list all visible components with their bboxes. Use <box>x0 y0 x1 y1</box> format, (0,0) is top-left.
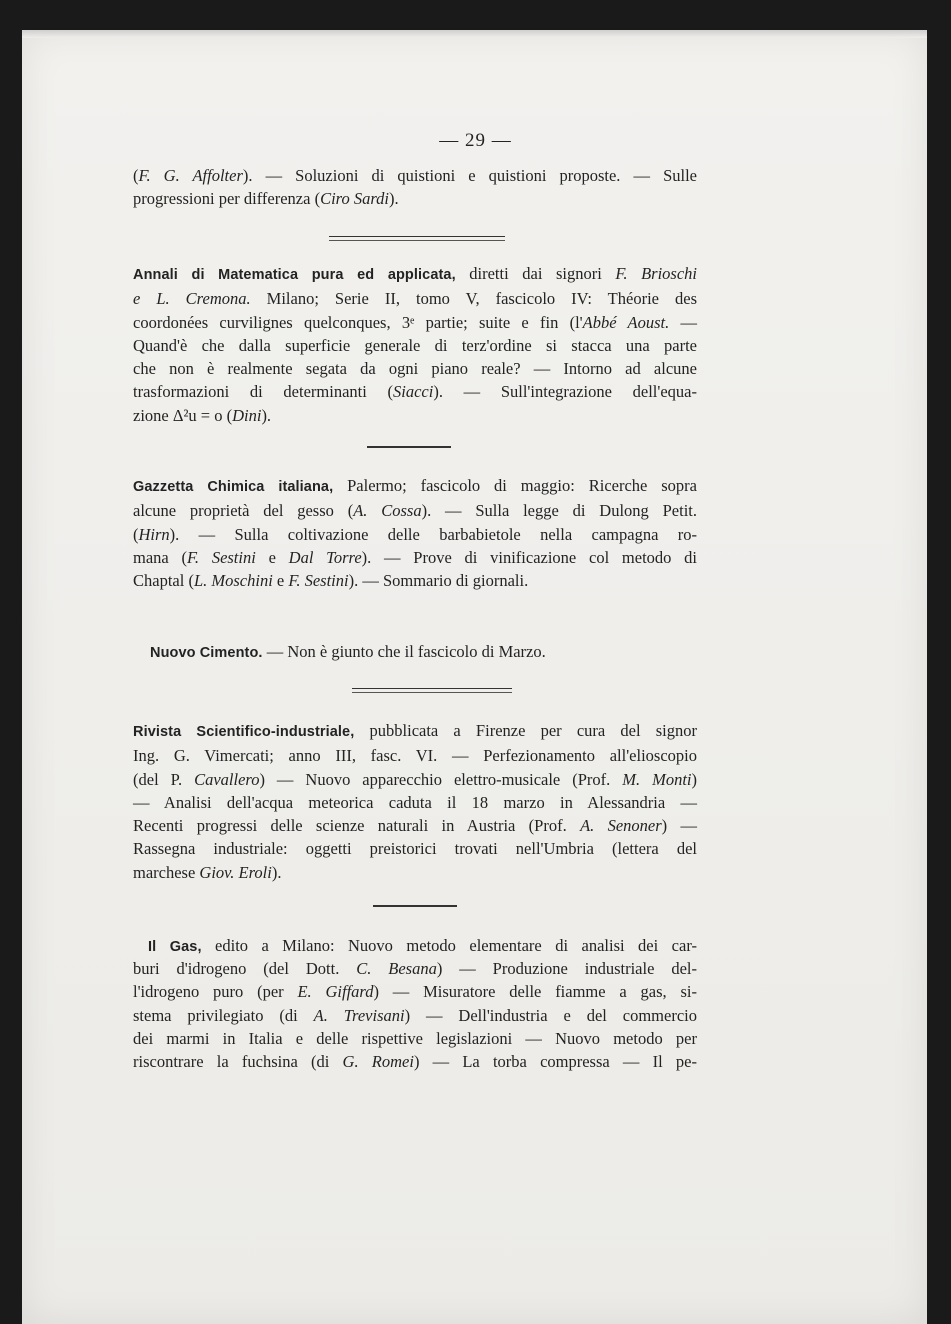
section-divider <box>352 688 512 689</box>
gas-paragraph-body: buri d'idrogeno (del Dott. C. Besana) — Produzione industriale del- l'idrogeno puro (per E. Giffard) — Misuratore delle fiamme a gas, si- stema privilegiato (di A. Trevisani) — Dell'industria e del commercio dei marmi in Italia e delle rispettive legislazioni — Nuovo metodo per riscontrare la fuchsina (di G. Romei) — La torba compressa — Il pe- <box>133 959 697 1072</box>
rivista-paragraph: Rivista Scientifico-industriale, pubblicata a Firenze per cura del signor Ing. G. Vimercati; anno III, fasc. VI. — Perfezionamento all'elioscopio (del P. Cavallero) — Nuovo apparecchio elettro-musicale (Prof. M. Monti) — Analisi dell'acqua meteorica caduta il 18 marzo in Alessandria — Recenti progressi delle scienze naturali in Austria (Prof. A. Senoner) — Rassegna industriale: oggetti preistorici trovati nell'Umbria (lettera del marchese Giov. Eroli). <box>133 721 698 882</box>
cimento-paragraph: Nuovo Cimento. — Non è giunto che il fascicolo di Marzo. <box>150 642 546 661</box>
continuation-paragraph: (F. G. Affolter). — Soluzioni di quistioni e quistioni proposte. — Sulle progressioni per differenza (Ciro Sardi). <box>133 166 697 209</box>
section-title: Nuovo Cimento. <box>150 645 263 661</box>
section-title: Il Gas, <box>148 939 202 955</box>
section-divider <box>329 236 505 237</box>
section-title: Annali di Matematica pura ed applicata, <box>133 267 456 283</box>
document-page <box>22 30 927 1324</box>
gazzetta-paragraph: Gazzetta Chimica italiana, Palermo; fascicolo di maggio: Ricerche sopra alcune proprietà del gesso (A. Cossa). — Sulla legge di Dulong Petit. (Hirn). — Sulla coltivazione delle barbabietole nella campagna ro- mana (F. Sestini e Dal Torre). — Prove di vinificazione col metodo di Chaptal (L. Moschini e F. Sestini). — Sommario di giornali. <box>133 476 698 591</box>
page-number: — 29 — <box>439 130 512 151</box>
section-divider <box>373 905 457 907</box>
annali-paragraph: Annali di Matematica pura ed applicata, diretti dai signori F. Brioschi e L. Cremona. Milano; Serie II, tomo V, fascicolo IV: Théorie des coordonées curvilignes quelconques, 3ᵉ partie; suite e fin (l'Abbé Aoust. — Quand'è che dalla superficie generale di terz'ordine si stacca una parte che non è realmente segata da ogni piano reale? — Intorno ad alcune trasformazioni di determinanti (Siacci). — Sull'integrazione dell'equa- zione Δ²u = o (Dini). <box>133 264 698 425</box>
page-top-edge <box>22 30 927 38</box>
section-title: Rivista Scientifico-industriale, <box>133 724 355 740</box>
section-title: Gazzetta Chimica italiana, <box>133 479 334 495</box>
section-divider <box>367 446 451 448</box>
gas-paragraph: Il Gas, edito a Milano: Nuovo metodo elementare di analisi dei car- <box>148 936 697 955</box>
